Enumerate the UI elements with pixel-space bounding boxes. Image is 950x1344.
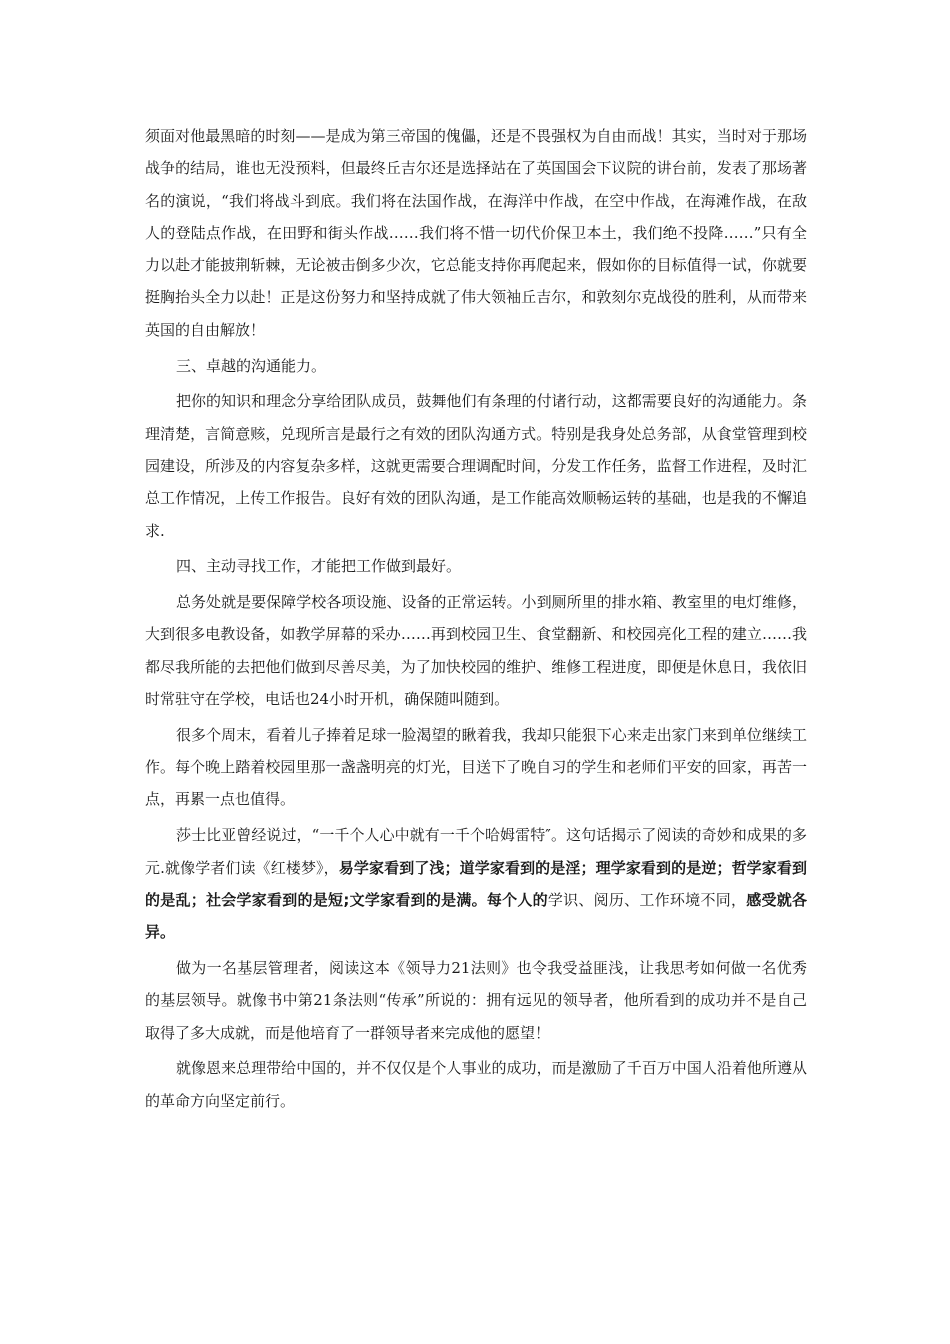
text-segment: 莎士比亚曾经说过，“一千个人心中就有一千个哈姆雷特″。这句话揭示了阅读的奇妙和成果的多元.就像学者们读《红楼梦》， (145, 826, 807, 877)
text-segment: 须面对他最黑暗的时刻——是成为第三帝国的傀儡，还是不畏强权为自由而战！其实，当时对于那场战争的结局，谁也无没预料，但最终丘吉尔还是选择站在了英国国会下议院的讲台前，发表了那场著名的演说，“我们将战斗到底。我们将在法国作战，在海洋中作战，在空中作战，在海滩作战，在敌人的登陆点作战，在田野和街头作战……我们将不惜一切代价保卫本土，我们绝不投降……”只有全力以赴才能披荆斩棘，无论被击倒多少次，它总能支持你再爬起来，假如你的目标值得一试，你就要挺胸抬头全力以赴！正是这份努力和坚持成就了伟大领袖丘吉尔，和敦刻尔克战役的胜利，从而带来英国的自由解放！ (145, 127, 807, 339)
text-segment: 总务处就是要保障学校各项设施、设备的正常运转。小到厕所里的排水箱、教室里的电灯维修，大到很多电教设备，如教学屏幕的采办……再到校园卫生、食堂翻新、和校园亮化工程的建立……我都尽我所能的去把他们做到尽善尽美，为了加快校园的维护、维修工程进度，即便是休息日，我依旧时常驻守在学校，电话也24小时开机，确保随叫随到。 (145, 593, 807, 709)
document-page (145, 120, 807, 1120)
paragraph-communication (145, 385, 807, 546)
text-segment: 就像恩来总理带给中国的，并不仅仅是个人事业的成功，而是激励了千百万中国人沿着他所遵从的革命方向坚定前行。 (145, 1059, 807, 1110)
text-segment: 四、主动寻找工作，才能把工作做到最好。 (176, 557, 462, 576)
heading-initiative (145, 550, 807, 582)
paragraph-weekends (145, 719, 807, 816)
text-segment: 很多个周末，看着儿子捧着足球一脸渴望的瞅着我，我却只能狠下心来走出家门来到单位继续工作。每个晚上踏着校园里那一盏盏明亮的灯光，目送下了晚自习的学生和老师们平安的回家，再苦一点，再累一点也值得。 (145, 725, 807, 809)
paragraph-shakespeare (145, 819, 807, 948)
paragraph-zhou-enlai (145, 1052, 807, 1117)
text-segment: 三、卓越的沟通能力。 (176, 356, 327, 375)
text-segment-bold: 感受就各异。 (145, 890, 807, 942)
paragraph-churchill (145, 120, 807, 346)
text-segment: 学识、阅历、工作环境不同， (547, 890, 747, 909)
paragraph-leadership-book (145, 952, 807, 1049)
text-segment: 把你的知识和理念分享给团队成员，鼓舞他们有条理的付诸行动，这都需要良好的沟通能力。条理清楚，言简意赅，兑现所言是最行之有效的团队沟通方式。特别是我身处总务部，从食堂管理到校园建设，所涉及的内容复杂多样，这就更需要合理调配时间，分发工作任务，监督工作进程，及时汇总工作情况，上传工作报告。良好有效的团队沟通，是工作能高效顺畅运转的基础，也是我的不懈追求. (145, 392, 807, 540)
paragraph-general-affairs (145, 586, 807, 715)
heading-communication (145, 350, 807, 382)
text-segment: 做为一名基层管理者，阅读这本《领导力21法则》也令我受益匪浅，让我思考如何做一名优秀的基层领导。就像书中第21条法则“传承”所说的：拥有远见的领导者，他所看到的成功并不是自己取得了多大成就，而是他培育了一群领导者来完成他的愿望！ (145, 958, 807, 1042)
text-segment-bold: 易学家看到了浅；道学家看到的是淫；理学家看到的是逆；哲学家看到的是乱；社会学家看到的是短;文学家看到的是满。每个人的 (145, 858, 807, 909)
